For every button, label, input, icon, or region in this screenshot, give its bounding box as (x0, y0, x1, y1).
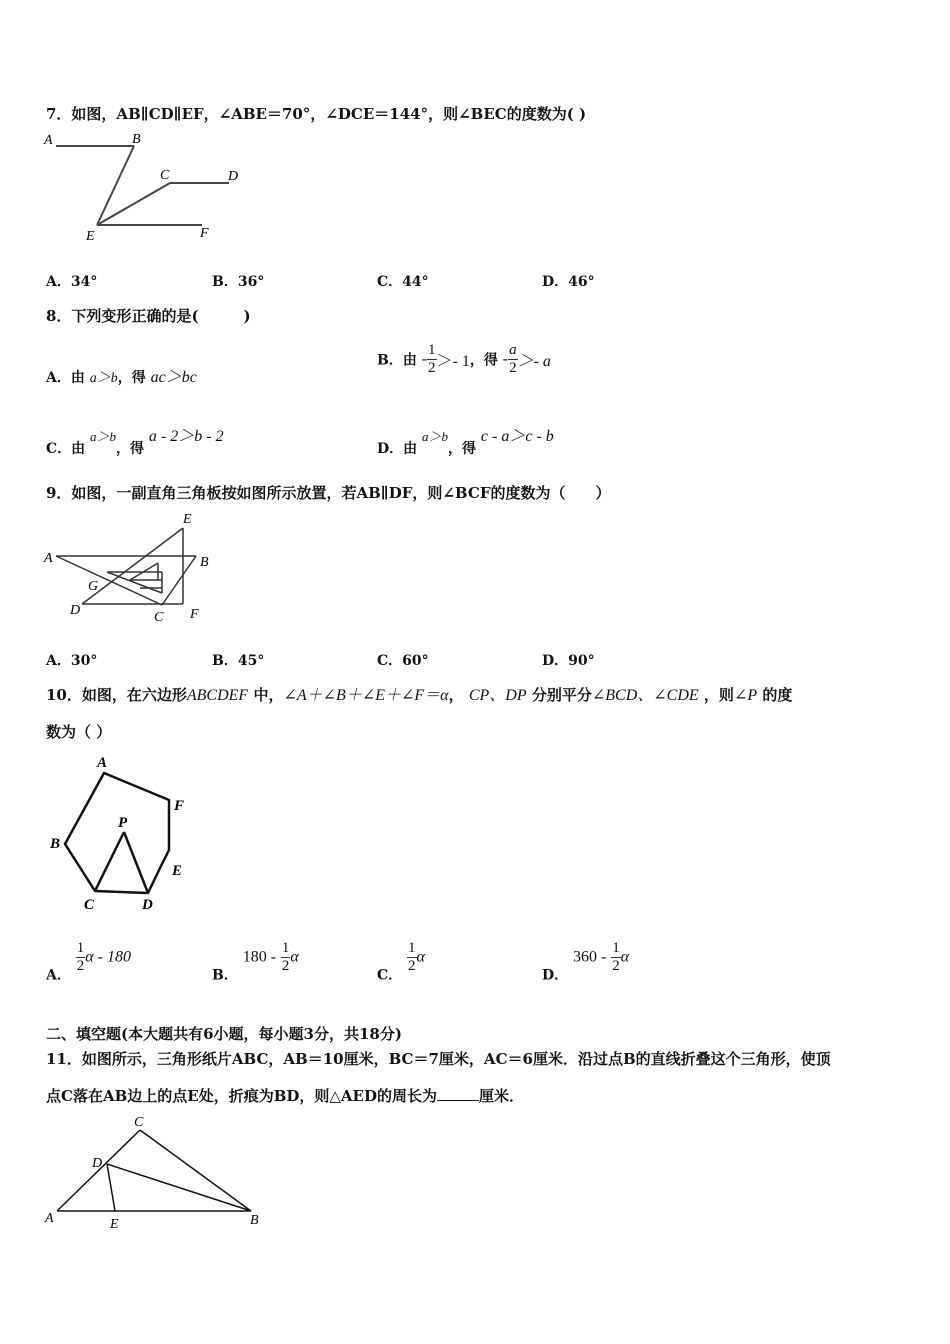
q10-a-num: 1 (76, 940, 85, 956)
q9-label-e: E (183, 512, 192, 527)
q11-label-b: B (250, 1213, 259, 1228)
q9-option-a[interactable]: A．30° (46, 653, 98, 669)
q9-label-c: C (154, 610, 164, 625)
q10-c-den: 2 (408, 958, 416, 974)
q8-c-result: a - 2＞b - 2 (148, 428, 224, 445)
q7-figure (40, 128, 260, 246)
q9-label-b: B (200, 555, 209, 570)
q11-label-d: D (92, 1156, 103, 1171)
q7-option-c[interactable]: C．44° (377, 274, 429, 290)
q10-option-c[interactable] (377, 940, 425, 984)
q10-stem-pre: 10．如图，在六边形 (46, 686, 187, 704)
q8-b-fraction2 (508, 342, 518, 377)
q7-label-b: B (132, 132, 141, 147)
q8-b-num2: a (509, 342, 517, 358)
q8-b-gt: ＞- 1 (436, 353, 470, 370)
q10-label-p: P (118, 815, 128, 831)
q10-a-fraction (76, 940, 86, 975)
q11-label-c: C (134, 1115, 144, 1130)
q8-a-result: ac＞bc (150, 369, 197, 386)
q9-option-d[interactable]: D．90° (542, 653, 595, 669)
q8-b-num: 1 (428, 342, 436, 358)
q7-label-e: E (86, 229, 95, 244)
q10-stem-line2: 数为（ ） (46, 723, 112, 741)
q8-b-minus: - (421, 350, 428, 368)
q9-label-g: G (88, 579, 99, 594)
q11-figure (40, 1110, 280, 1235)
q10-stem-mid4: ，则 (703, 686, 734, 704)
q10-d-den: 2 (612, 958, 620, 974)
q11-stem-line1: 11．如图所示，三角形纸片ABC，AB＝10厘米，BC＝7厘米，AC＝6厘米．沿过点B的直线折叠这个三角形，使顶 (46, 1050, 831, 1068)
q10-target: ∠P (733, 687, 758, 704)
q7-option-b[interactable]: B．36° (212, 274, 265, 290)
q9-label-a: A (44, 551, 53, 566)
q10-label-a: A (97, 755, 108, 771)
q8-b-gt2: ＞- a (517, 353, 551, 370)
q8-b-fraction (427, 342, 437, 377)
q10-label-b: B (50, 836, 61, 852)
q8-b-den: 2 (428, 360, 436, 376)
q7-option-d[interactable]: D．46° (542, 274, 595, 290)
q11-label-e: E (110, 1217, 119, 1232)
q9-label-f: F (190, 607, 199, 622)
q7-option-a[interactable]: A．34° (46, 274, 98, 290)
q10-angles: ∠BCD、∠CDE (591, 687, 699, 704)
q10-a-expr: α - 180 (85, 948, 131, 966)
q8-a-cond: a＞b (89, 371, 118, 386)
q10-option-d[interactable] (542, 940, 629, 984)
q8-option-c[interactable] (46, 423, 224, 457)
q7-label-c: C (160, 168, 170, 183)
q8-d-result: c - a＞c - b (480, 428, 554, 445)
q10-c-letter: C． (377, 967, 403, 984)
q10-d-num: 1 (612, 940, 620, 956)
q10-label-f: F (174, 798, 185, 814)
q10-stem-mid2: ， (448, 686, 464, 704)
q8-d-cond: a＞b (422, 429, 449, 444)
q9-option-b[interactable]: B．45° (212, 653, 265, 669)
q10-c-num: 1 (408, 940, 416, 956)
q10-stem-end: 的度 (762, 686, 793, 704)
q10-c-fraction (407, 940, 417, 975)
q8-b-den2: 2 (509, 360, 517, 376)
q9-option-c[interactable]: C．60° (377, 653, 429, 669)
q10-hexagon: ABCDEF (186, 687, 249, 704)
q10-d-fraction (611, 940, 621, 975)
q10-stem-mid1: 中， (253, 686, 284, 704)
q8-option-d[interactable] (377, 423, 554, 457)
q8-b-mid: ，得 (469, 352, 498, 369)
q11-line2-pre: 点C落在AB边上的点E处，折痕为BD，则△AED的周长为 (46, 1087, 437, 1105)
q10-label-d: D (142, 897, 153, 913)
q9-figure (40, 508, 220, 628)
q8-b-letter: B．由 (377, 352, 417, 369)
q8-stem: 8．下列变形正确的是( ) (46, 307, 251, 325)
q10-d-letter: D． (542, 967, 569, 984)
q10-label-c: C (84, 897, 95, 913)
q11-answer-blank[interactable] (437, 1088, 479, 1101)
q10-b-pre: 180 - (242, 948, 277, 966)
q10-d-expr: α (620, 948, 630, 966)
q10-a-letter: A． (46, 967, 71, 984)
q7-label-d: D (228, 169, 239, 184)
q10-b-den: 2 (281, 958, 290, 974)
q8-d-mid: ，得 (448, 441, 477, 457)
q10-b-fraction (281, 940, 291, 975)
q8-d-letter: D．由 (377, 441, 418, 457)
q10-b-num: 1 (281, 940, 290, 956)
q8-option-a[interactable] (46, 364, 197, 387)
q10-option-b[interactable] (212, 940, 299, 984)
q8-c-letter: C．由 (46, 441, 86, 457)
q11-label-a: A (45, 1211, 54, 1226)
q10-a-den: 2 (76, 958, 85, 974)
q10-option-a[interactable] (46, 940, 131, 984)
q7-label-a: A (44, 133, 53, 148)
q8-c-mid: ，得 (116, 441, 145, 457)
q8-b-minus2: - (502, 350, 509, 368)
q10-label-e: E (172, 863, 183, 879)
q8-option-b[interactable] (377, 342, 551, 386)
q10-bisectors: CP、DP (468, 687, 527, 704)
q10-stem-mid3: 分别平分 (531, 686, 592, 704)
q8-a-mid: ，得 (117, 370, 146, 386)
q10-c-expr: α (416, 948, 425, 966)
q10-b-expr: α (290, 948, 299, 966)
q10-d-pre: 360 - (573, 948, 607, 966)
q9-stem: 9．如图，一副直角三角板按如图所示放置，若AB∥DF，则∠BCF的度数为（ ） (46, 484, 611, 502)
q10-angle-sum: ∠A＋∠B＋∠E＋∠F＝α (283, 687, 449, 704)
q9-label-d: D (70, 603, 81, 618)
q8-c-cond: a＞b (90, 429, 117, 444)
q8-a-letter: A．由 (46, 370, 85, 386)
q10-b-letter: B． (212, 967, 238, 984)
q7-label-f: F (200, 226, 209, 241)
section-heading: 二、填空题(本大题共有6小题，每小题3分，共18分) (46, 1025, 402, 1043)
q10-stem-line1 (46, 682, 792, 705)
q10-figure (44, 752, 214, 918)
q7-stem: 7．如图，AB∥CD∥EF，∠ABE＝70°，∠DCE＝144°，则∠BEC的度数为( ) (46, 105, 587, 123)
q11-stem-line2 (46, 1085, 524, 1106)
q11-line2-post: 厘米． (479, 1087, 525, 1105)
